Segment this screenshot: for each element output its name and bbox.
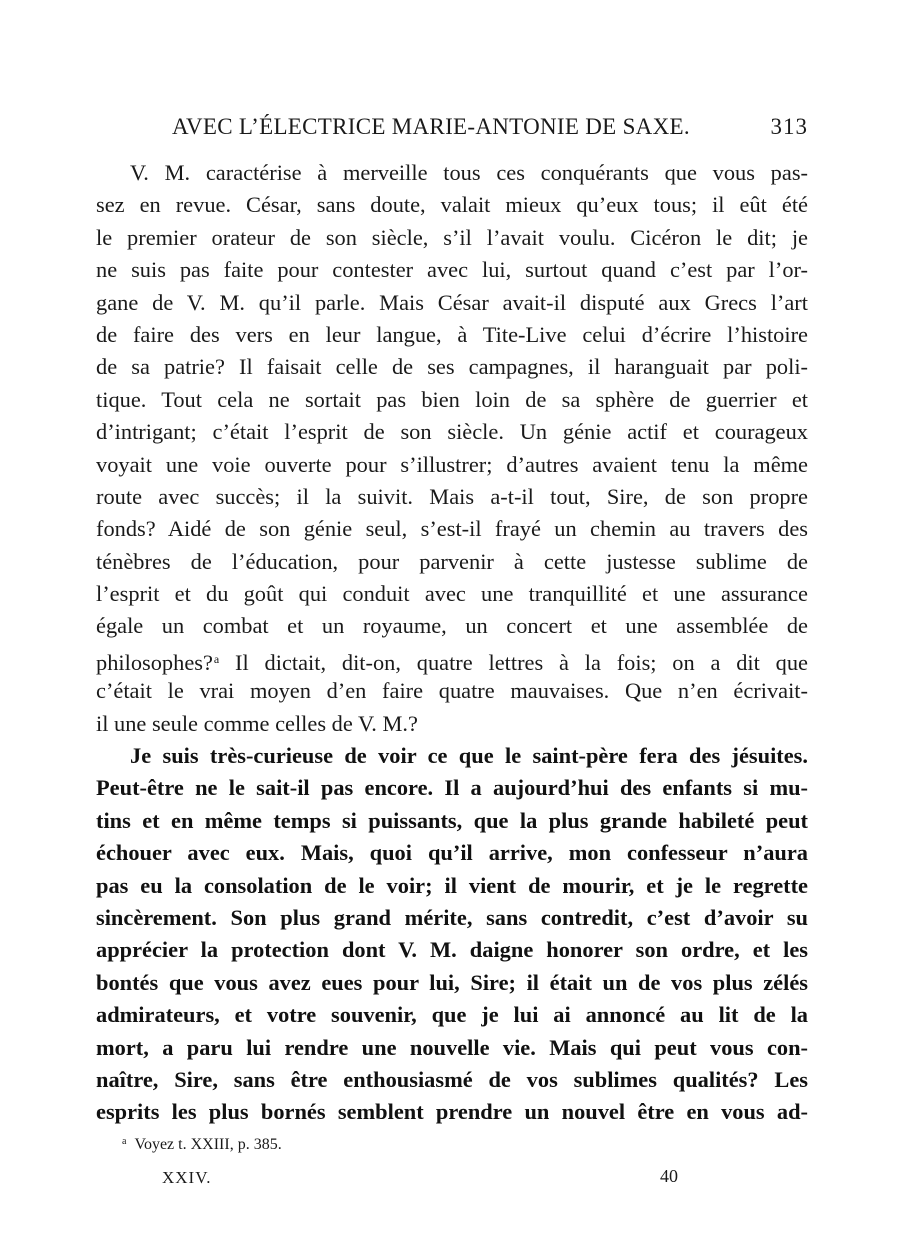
footnote-reference[interactable]: a [213, 651, 220, 666]
text-line: gane de V. M. qu’il parle. Mais César avait-il disputé aux Grecs l’art [96, 289, 808, 315]
text-line: apprécier la protection dont V. M. daigne honorer son ordre, et les [96, 937, 808, 963]
text-line-with-note [96, 643, 808, 675]
text-line: ténèbres de l’éducation, pour parvenir à cette justesse sublime de [96, 548, 808, 574]
text-line: voyait une voie ouverte pour s’illustrer; d’autres avaient tenu la même [96, 451, 808, 477]
text-line: sez en revue. César, sans doute, valait mieux qu’eux tous; il eût été [96, 192, 808, 218]
text-line: V. M. caractérise à merveille tous ces conquérants que vous pas- [130, 160, 808, 185]
body-text [96, 157, 808, 1129]
text-line: ne suis pas faite pour contester avec lui, surtout quand c’est par l’or- [96, 257, 808, 283]
text-line: tique. Tout cela ne sortait pas bien loin de sa sphère de guerrier et [96, 386, 808, 412]
text-line: admirateurs, et votre souvenir, que je lui ai annoncé au lit de la [96, 1002, 808, 1028]
text-segment: philosophes? [96, 649, 213, 675]
footnote [122, 1136, 282, 1154]
text-line: naître, Sire, sans être enthousiasmé de vos sublimes qualités? Les [96, 1066, 808, 1092]
text-line: Je suis très-curieuse de voir ce que le saint-père fera des jésuites. [130, 743, 808, 769]
text-line: Peut-être ne le sait-il pas encore. Il a aujourd’hui des enfants si mu- [96, 775, 808, 801]
footnote-text: Voyez t. XXIII, p. 385. [134, 1136, 282, 1153]
running-title: AVEC L’ÉLECTRICE MARIE-ANTONIE DE SAXE. [172, 114, 690, 139]
text-line: échouer avec eux. Mais, quoi qu’il arrive, mon confesseur n’aura [96, 840, 808, 866]
text-line: d’intrigant; c’était l’esprit de son siècle. Un génie actif et courageux [96, 419, 808, 445]
text-line: c’était le vrai moyen d’en faire quatre mauvaises. Que n’en écrivait- [96, 678, 808, 704]
page-number: 313 [770, 114, 808, 139]
text-line: le premier orateur de son siècle, s’il l’avait voulu. Cicéron le dit; je [96, 224, 808, 250]
text-line: mort, a paru lui rendre une nouvelle vie. Mais qui peut vous con- [96, 1034, 808, 1060]
text-line: égale un combat et un royaume, un concert et une assemblée de [96, 613, 808, 639]
text-segment: Il dictait, dit-on, quatre lettres à la fois; on a dit que [219, 649, 808, 675]
signature-mark: XXIV. [162, 1168, 212, 1187]
paragraph-2 [96, 740, 808, 1129]
text-line: l’esprit et du goût qui conduit avec une tranquillité et une assurance [96, 581, 808, 607]
text-line: bontés que vous avez eues pour lui, Sire; il était un de vos plus zélés [96, 969, 808, 995]
text-line: de sa patrie? Il faisait celle de ses campagnes, il haranguait par poli- [96, 354, 808, 380]
text-line: fonds? Aidé de son génie seul, s’est-il frayé un chemin au travers des [96, 516, 808, 542]
paragraph-1 [96, 157, 808, 740]
text-line: pas eu la consolation de le voir; il vient de mourir, et je le regrette [96, 872, 808, 898]
text-line: tins et en même temps si puissants, que la plus grande habileté peut [96, 807, 808, 833]
text-line: sincèrement. Son plus grand mérite, sans contredit, c’est d’avoir su [96, 904, 808, 930]
text-line: il une seule comme celles de V. M.? [96, 710, 418, 736]
text-line: esprits les plus bornés semblent prendre un nouvel être en vous ad- [96, 1099, 808, 1125]
text-line: route avec succès; il la suivit. Mais a-t-il tout, Sire, de son propre [96, 483, 808, 509]
text-line: de faire des vers en leur langue, à Tite-Live celui d’écrire l’histoire [96, 321, 808, 347]
folio-number: 40 [660, 1166, 678, 1186]
footnote-marker: a [122, 1136, 127, 1147]
running-head [96, 114, 808, 148]
